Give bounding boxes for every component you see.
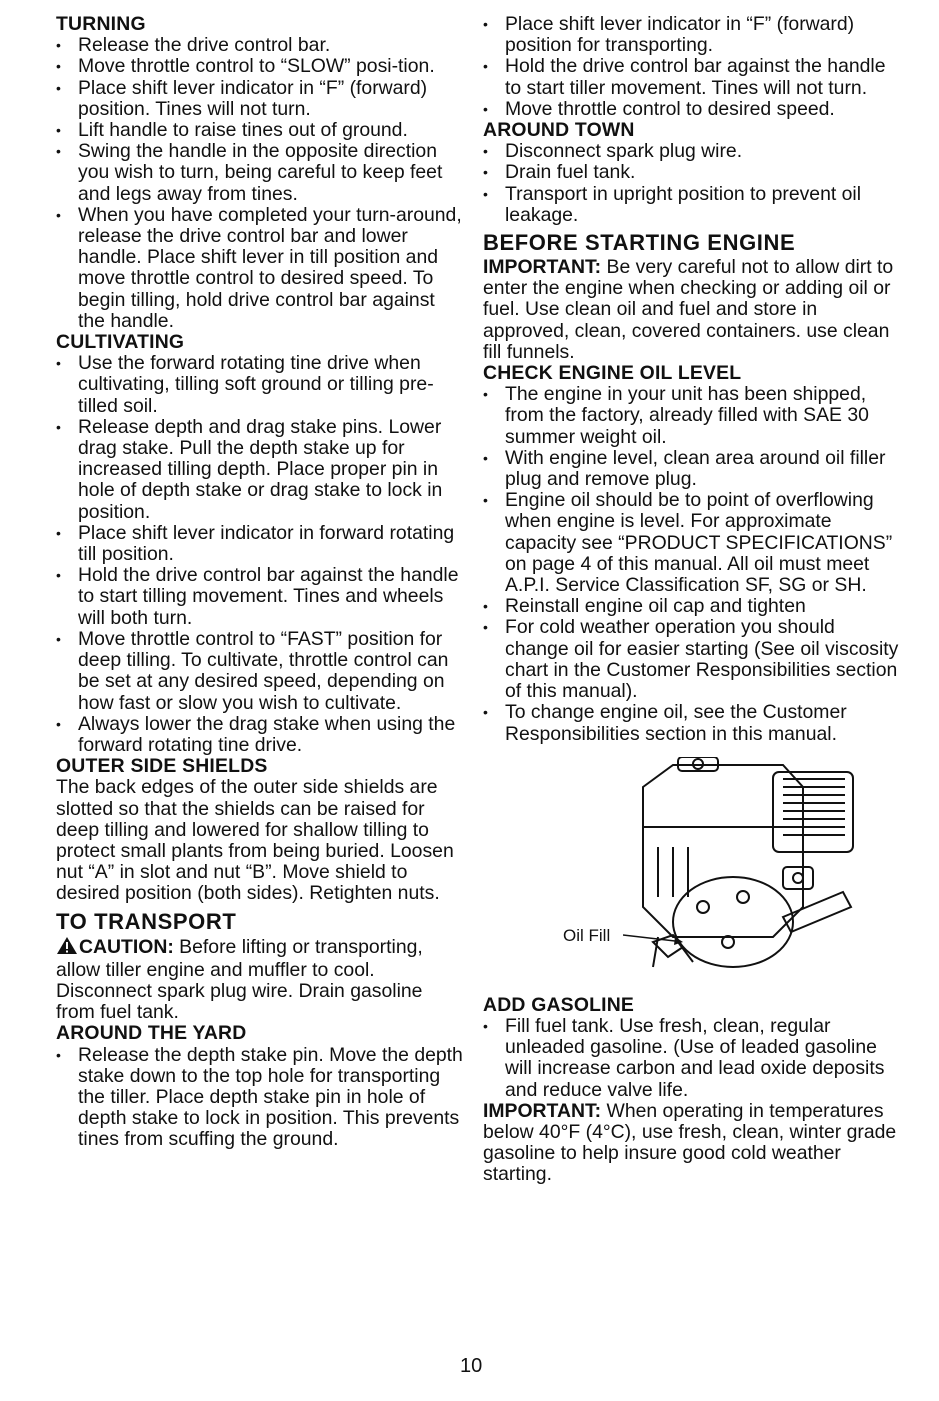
list-item: • Place shift lever indicator in forward rotating till position. bbox=[56, 523, 466, 565]
add-gasoline-heading: ADD GASOLINE bbox=[483, 993, 635, 1016]
list-item: • Place shift lever indicator in “F” (forward) position for transporting. bbox=[483, 14, 903, 56]
around-yard-heading: AROUND THE YARD bbox=[56, 1022, 247, 1045]
cultivating-list bbox=[56, 353, 466, 756]
left-column bbox=[56, 14, 466, 1151]
important-label: IMPORTANT: bbox=[483, 1099, 602, 1122]
caution-label: CAUTION: bbox=[79, 935, 174, 958]
cultivating-heading: CULTIVATING bbox=[56, 331, 185, 354]
page-number: 10 bbox=[460, 1355, 483, 1377]
list-item: • Reinstall engine oil cap and tighten bbox=[483, 596, 903, 617]
important-text: Be very careful not to allow dirt to enter the engine when checking or adding oil or fuel. Use clean oil and fuel and store in approved, clean, covered containers. use clean fill funnels. bbox=[483, 256, 894, 363]
caution-paragraph bbox=[56, 936, 466, 1024]
turning-heading: TURNING bbox=[56, 13, 146, 35]
important-label: IMPORTANT: bbox=[483, 256, 602, 279]
list-item: • Drain fuel tank. bbox=[483, 162, 903, 183]
transport-heading: TO TRANSPORT bbox=[56, 908, 237, 934]
around-yard-list bbox=[56, 1045, 466, 1151]
turning-list bbox=[56, 35, 466, 332]
list-item: • Transport in upright position to prevent oil leakage. bbox=[483, 184, 903, 226]
list-item: • The engine in your unit has been shipped, from the factory, already filled with SAE 30 summer weight oil. bbox=[483, 384, 903, 448]
engine-illustration-icon bbox=[633, 757, 858, 982]
list-item: • Release the drive control bar. bbox=[56, 35, 466, 56]
list-item: • Use the forward rotating tine drive when cultivating, tilling soft ground or tilling pre-tilled soil. bbox=[56, 353, 466, 417]
list-item: • Hold the drive control bar against the handle to start tiller movement. Tines will not turn. bbox=[483, 56, 903, 98]
leader-line-icon bbox=[623, 927, 683, 947]
list-item: • Engine oil should be to point of overflowing when engine is level. For approximate capacity see “PRODUCT SPECIFICATIONS” on page 4 of this manual. All oil must meet A.P.I. Service Classification SF, SG or SH. bbox=[483, 490, 903, 596]
list-item: • Fill fuel tank. Use fresh, clean, regular unleaded gasoline. (Use of leaded gasoline will increase carbon and lead oxide deposits and reduce valve life. bbox=[483, 1016, 903, 1101]
add-gasoline-list bbox=[483, 1016, 903, 1101]
engine-figure bbox=[483, 757, 903, 987]
list-item: • For cold weather operation you should change oil for easier starting (See oil viscosity chart in the Customer Responsibilities section of this manual). bbox=[483, 617, 903, 702]
list-item: • To change engine oil, see the Customer Responsibilities section in this manual. bbox=[483, 702, 903, 744]
list-item: • Place shift lever indicator in “F” (forward) position. Tines will not turn. bbox=[56, 78, 466, 120]
check-oil-heading: CHECK ENGINE OIL LEVEL bbox=[483, 362, 742, 385]
before-starting-heading: BEFORE STARTING ENGINE bbox=[483, 230, 796, 256]
yard-continued-list bbox=[483, 14, 903, 120]
list-item: • Hold the drive control bar against the handle to start tilling movement. Tines and wheels will both turn. bbox=[56, 565, 466, 629]
list-item: • Always lower the drag stake when using the forward rotating tine drive. bbox=[56, 714, 466, 756]
list-item: • Release the depth stake pin. Move the depth stake down to the top hole for transporting the tiller. Place depth stake pin in hole of depth stake to lock in position. This prevents tines from scuffing the ground. bbox=[56, 1045, 466, 1151]
caution-text: Before lifting or transporting, allow tiller engine and muffler to cool. Disconnect spark plug wire. Drain gasoline from fuel tank. bbox=[56, 935, 423, 1024]
list-item: • Release depth and drag stake pins. Lower drag stake. Pull the depth stake up for increased tilling depth. Place proper pin in hole of depth stake or drag stake to lock in position. bbox=[56, 417, 466, 523]
warning-triangle-icon bbox=[56, 936, 78, 960]
list-item: • With engine level, clean area around oil filler plug and remove plug. bbox=[483, 448, 903, 490]
around-town-list bbox=[483, 141, 903, 226]
list-item: • Move throttle control to “FAST” position for deep tilling. To cultivate, throttle control can be set at any desired speed, depending on how fast or slow you wish to cultivate. bbox=[56, 629, 466, 714]
list-item: • Move throttle control to “SLOW” posi-tion. bbox=[56, 56, 466, 77]
outer-shields-heading: OUTER SIDE SHIELDS bbox=[56, 755, 268, 778]
around-town-heading: AROUND TOWN bbox=[483, 119, 635, 142]
list-item: • When you have completed your turn-around, release the drive control bar and lower handle. Place shift lever in till position and move throttle control to desired speed. To begin tilling, hold drive control bar against the handle. bbox=[56, 205, 466, 332]
before-starting-important bbox=[483, 257, 903, 363]
important-text: When operating in temperatures below 40°F (4°C), use fresh, clean, winter grade gasoline to help insure good cold weather starting. bbox=[483, 1099, 897, 1186]
list-item: • Disconnect spark plug wire. bbox=[483, 141, 903, 162]
list-item: • Move throttle control to desired speed. bbox=[483, 99, 903, 120]
oil-fill-label: Oil Fill bbox=[563, 925, 611, 945]
right-column bbox=[483, 14, 903, 1186]
list-item: • Swing the handle in the opposite direction you wish to turn, being careful to keep feet and legs away from tines. bbox=[56, 141, 466, 205]
list-item: • Lift handle to raise tines out of ground. bbox=[56, 120, 466, 141]
gasoline-important bbox=[483, 1101, 903, 1186]
check-oil-list bbox=[483, 384, 903, 744]
outer-shields-text: The back edges of the outer side shields are slotted so that the shields can be raised for deep tilling and lowered for shallow tilling to protect small plants from being buried. Loosen nut “A” in slot and nut “B”. Move shield to desired position (both sides). Retighten nuts. bbox=[56, 776, 454, 905]
